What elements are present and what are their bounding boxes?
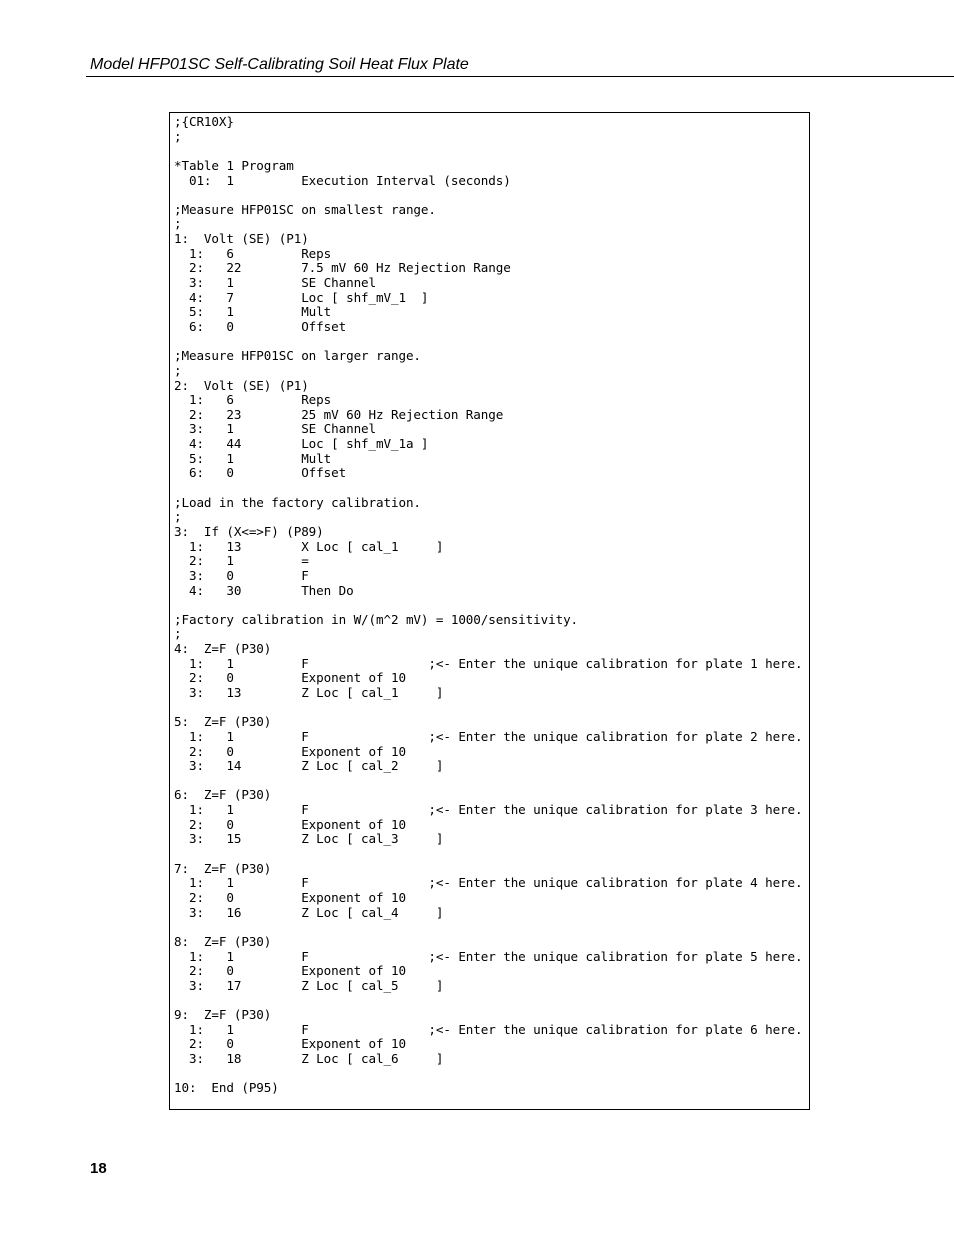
code-line: 1: 1 F ;<- Enter the unique calibration for plate 6 here. — [174, 1021, 803, 1037]
code-line: ;Factory calibration in W/(m^2 mV) = 1000/sensitivity. — [174, 611, 579, 627]
code-line: 3: If (X<=>F) (P89) — [174, 523, 324, 539]
code-line: ;Measure HFP01SC on larger range. — [174, 348, 421, 364]
code-line: 3: 16 Z Loc [ cal_4 ] — [174, 904, 444, 920]
page-number: 18 — [90, 1160, 107, 1177]
code-line: 1: 1 F ;<- Enter the unique calibration for plate 4 here. — [174, 875, 803, 891]
code-line: 1: 1 F ;<- Enter the unique calibration for plate 3 here. — [174, 802, 803, 818]
code-line: 3: 1 SE Channel — [174, 421, 377, 437]
code-line: 2: 0 Exponent of 10 — [174, 1036, 406, 1052]
code-line: 4: 7 Loc [ shf_mV_1 ] — [174, 289, 429, 305]
code-line: 1: 13 X Loc [ cal_1 ] — [174, 538, 444, 554]
code-line: 2: 0 Exponent of 10 — [174, 963, 406, 979]
code-line: 1: 1 F ;<- Enter the unique calibration for plate 5 here. — [174, 948, 803, 964]
code-line: 3: 15 Z Loc [ cal_3 ] — [174, 831, 444, 847]
page-header-title: Model HFP01SC Self-Calibrating Soil Heat Flux Plate — [90, 56, 469, 73]
code-line: ;Measure HFP01SC on smallest range. — [174, 201, 436, 217]
program-listing-text — [174, 115, 803, 1096]
code-line: 6: 0 Offset — [174, 318, 347, 334]
code-line: 3: 17 Z Loc [ cal_5 ] — [174, 977, 444, 993]
code-line: ; — [174, 362, 182, 378]
code-line: ; — [174, 626, 182, 642]
code-line: 8: Z=F (P30) — [174, 933, 272, 949]
program-listing-box — [169, 112, 810, 1110]
code-line: 4: 30 Then Do — [174, 582, 354, 598]
code-line: 1: Volt (SE) (P1) — [174, 231, 309, 247]
code-line: 2: 22 7.5 mV 60 Hz Rejection Range — [174, 260, 511, 276]
code-line: 2: Volt (SE) (P1) — [174, 377, 309, 393]
code-line: 2: 23 25 mV 60 Hz Rejection Range — [174, 406, 504, 422]
code-line: 3: 13 Z Loc [ cal_1 ] — [174, 684, 444, 700]
code-line: ; — [174, 509, 182, 525]
code-line: 2: 1 = — [174, 553, 309, 569]
code-line: 1: 1 F ;<- Enter the unique calibration for plate 2 here. — [174, 728, 803, 744]
code-line: *Table 1 Program — [174, 157, 294, 173]
code-line: ; — [174, 128, 182, 144]
code-line: 5: 1 Mult — [174, 304, 332, 320]
code-line: 6: 0 Offset — [174, 465, 347, 481]
code-line: 5: Z=F (P30) — [174, 714, 272, 730]
header-divider — [86, 76, 954, 77]
code-line: 2: 0 Exponent of 10 — [174, 670, 406, 686]
code-line: ;{CR10X} — [174, 114, 234, 129]
code-line: 4: 44 Loc [ shf_mV_1a ] — [174, 436, 429, 452]
code-line: 7: Z=F (P30) — [174, 860, 272, 876]
code-line: ; — [174, 216, 182, 232]
code-line: 1: 1 F ;<- Enter the unique calibration for plate 1 here. — [174, 655, 803, 671]
code-line: 4: Z=F (P30) — [174, 641, 272, 657]
code-line: 2: 0 Exponent of 10 — [174, 816, 406, 832]
code-line: 1: 6 Reps — [174, 245, 332, 261]
code-line: 10: End (P95) — [174, 1080, 279, 1096]
code-line: ;Load in the factory calibration. — [174, 494, 421, 510]
code-line: 3: 18 Z Loc [ cal_6 ] — [174, 1051, 444, 1066]
code-line: 5: 1 Mult — [174, 450, 332, 466]
code-line: 2: 0 Exponent of 10 — [174, 889, 406, 905]
code-line: 3: 14 Z Loc [ cal_2 ] — [174, 758, 444, 774]
code-line: 9: Z=F (P30) — [174, 1007, 272, 1023]
code-line: 1: 6 Reps — [174, 392, 332, 408]
code-line: 2: 0 Exponent of 10 — [174, 743, 406, 759]
code-line: 3: 0 F — [174, 567, 309, 583]
code-line: 3: 1 SE Channel — [174, 275, 377, 291]
code-line: 01: 1 Execution Interval (seconds) — [174, 172, 511, 188]
code-line: 6: Z=F (P30) — [174, 787, 272, 803]
